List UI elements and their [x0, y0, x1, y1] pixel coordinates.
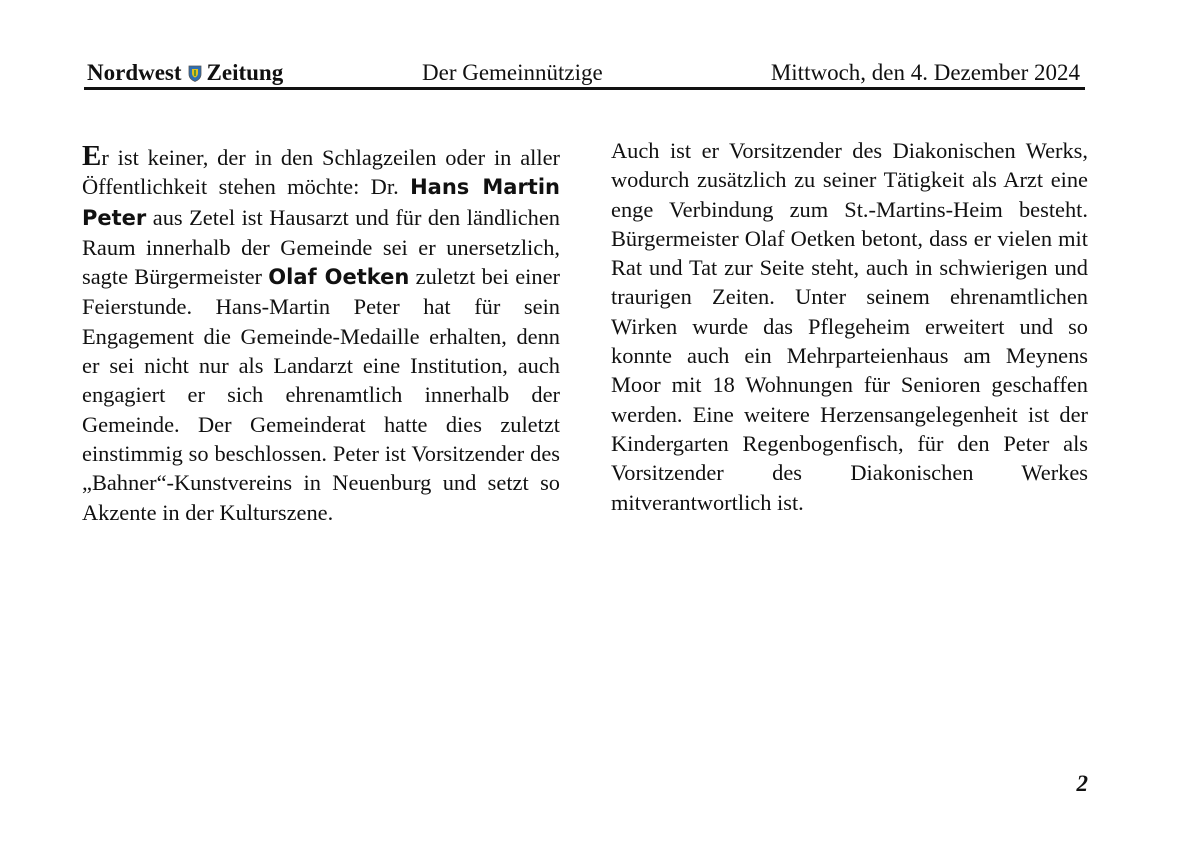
masthead-word-left: Nordwest: [87, 60, 182, 85]
issue-date: Mittwoch, den 4. Dezember 2024: [770, 60, 1080, 85]
article-column-right: [611, 136, 1088, 517]
coat-of-arms-icon: [188, 65, 202, 82]
article-text: zuletzt bei einer Feierstunde. Hans-Martin Peter hat für sein Engagement die Gemeinde-Medaille erhalten, denn er sei nicht nur als Landarzt eine Institution, auch engagiert er sich ehrenamtlich innerhalb der Gemeinde. Der Gemeinderat hatte dies zuletzt einstimmig so beschlossen. Peter ist Vorsitzender des „Bahner“-Kunstvereins in Neuenburg und setzt so Akzente in der Kulturszene.: [82, 264, 560, 525]
page-number: 2: [1076, 771, 1088, 796]
page-header: [84, 56, 1085, 90]
publication-title: Der Gemeinnützige: [422, 60, 603, 85]
article-text: Auch ist er Vorsitzender des Diakonischen Werks, wodurch zusätzlich zu seiner Tätigkeit als Arzt eine enge Verbindung zum St.-Martins-Heim besteht. Bürgermeister Olaf Oetken betont, dass er vielen mit Rat und Tat zur Seite steht, auch in schwierigen und traurigen Zeiten. Unter seinem ehrenamtlichen Wirken wurde das Pflegeheim erweitert und so konnte auch ein Mehrparteienhaus am Meynens Moor mit 18 Wohnungen für Senioren geschaffen werden. Eine weitere Herzensangelegenheit ist der Kindergarten Regenbogenfisch, für den Peter als Vorsitzender des Diakonischen Werkes mitverantwortlich ist.: [611, 138, 1088, 515]
article-text: aus Zetel ist Hausarzt und für den ländlichen Raum innerhalb der Gemeinde sei er unersetzlich, sagte Bürgermeister: [82, 204, 560, 290]
article-column-left: [82, 142, 560, 527]
person-name: Olaf Oetken: [268, 265, 410, 290]
article-text: r ist keiner, der in den Schlagzeilen oder in aller Öffentlichkeit stehen möchte: Dr.: [82, 145, 560, 200]
drop-cap: E: [82, 140, 102, 172]
masthead-word-right: Zeitung: [206, 60, 284, 85]
person-name: Hans Martin Peter: [82, 175, 560, 230]
newspaper-masthead: [87, 60, 283, 86]
